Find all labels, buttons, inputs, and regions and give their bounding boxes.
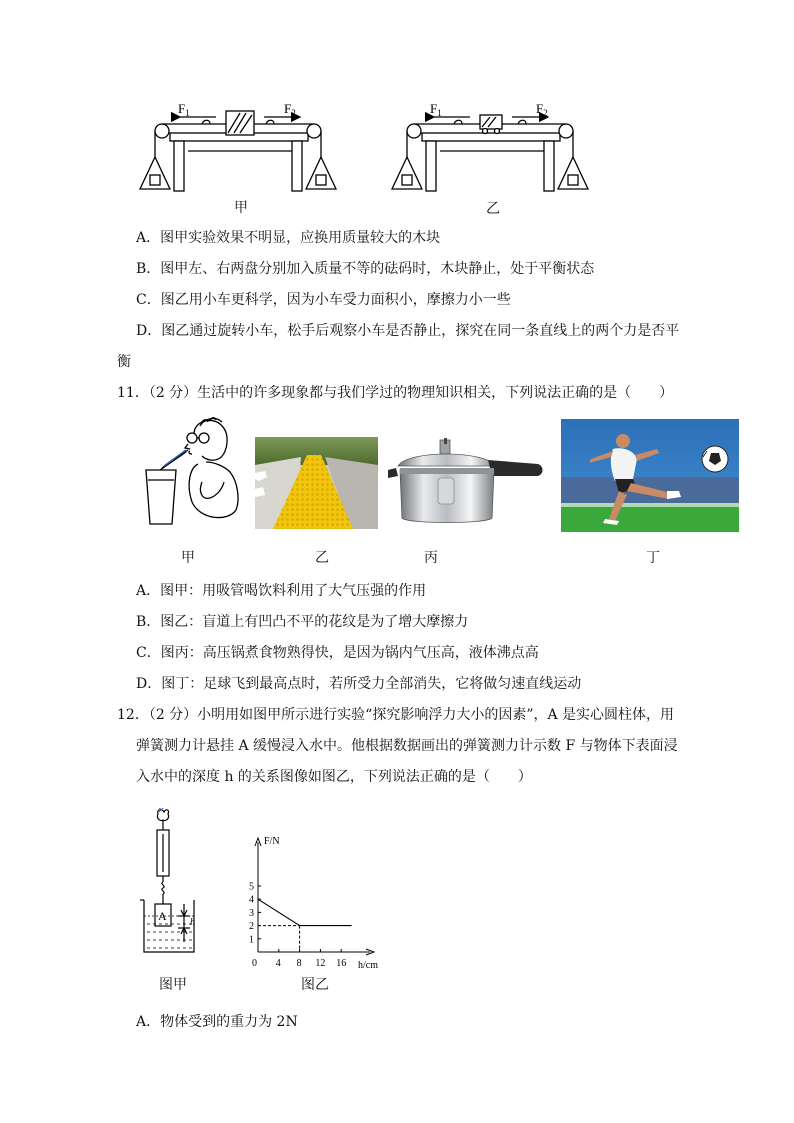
y-tick-label: 4 — [249, 894, 254, 906]
q12-fig-spring-scale — [138, 808, 218, 973]
apparatus-right — [392, 115, 588, 191]
q12-caption-left: 图甲 — [159, 977, 187, 993]
q11-option-b: B．图乙：盲道上有凹凸不平的花纹是为了增大摩擦力 — [136, 614, 469, 630]
y-tick-label: 1 — [249, 934, 254, 946]
depth-h-label: h — [190, 917, 195, 928]
right-f1-label: $F_1$ — [430, 101, 442, 118]
right-f2-label: $F_2$ — [536, 101, 548, 118]
q11-caption-4: 丁 — [646, 550, 660, 566]
fig10-apparatus — [130, 95, 600, 220]
q12-chart — [240, 828, 390, 974]
fig10-caption-left: 甲 — [234, 200, 248, 216]
block-a-label: A — [158, 909, 167, 923]
q12-stem-line-3: 入水中的深度 h 的关系图像如图乙，下列说法正确的是（ ） — [136, 769, 532, 785]
y-tick-label: 3 — [249, 907, 254, 919]
x-tick-label: 0 — [252, 958, 257, 969]
y-tick-label: 2 — [249, 921, 254, 933]
x-tick-label: 4 — [275, 958, 281, 969]
q11-fig-tactile-paving — [255, 437, 378, 529]
q10-option-d-wrap: 衡 — [117, 354, 131, 370]
q11-caption-1: 甲 — [181, 550, 195, 566]
left-f1-label: $F_1$ — [178, 101, 190, 118]
q11-caption-2: 乙 — [315, 550, 329, 566]
x-tick-label: 8 — [296, 958, 302, 969]
q12-option-a: A．物体受到的重力为 2N — [136, 1014, 298, 1030]
q11-fig-soccer — [561, 419, 739, 532]
q10-option-b: B．图甲左、右两盘分别加入质量不等的砝码时，木块静止，处于平衡状态 — [136, 261, 595, 277]
y-tick-label: 5 — [249, 881, 254, 893]
x-tick-label: 12 — [315, 958, 326, 969]
q12-stem-line-1: 12．（2 分）小明用如图甲所示进行实验“探究影响浮力大小的因素”，A 是实心圆柱体，用 — [117, 707, 675, 723]
q11-fig-pressure-cooker — [388, 438, 546, 526]
fig10-caption-right: 乙 — [486, 201, 500, 217]
q11-option-a: A．图甲：用吸管喝饮料利用了大气压强的作用 — [136, 583, 427, 599]
q11-stem: 11．（2 分）生活中的许多现象都与我们学过的物理知识相关，下列说法正确的是（ ） — [117, 385, 674, 401]
x-axis-label: h/cm — [358, 960, 378, 971]
q11-option-d: D．图丁：足球飞到最高点时，若所受力全部消失，它将做匀速直线运动 — [136, 676, 582, 692]
x-tick-label: 16 — [336, 958, 347, 969]
q10-option-c: C．图乙用小车更科学，因为小车受力面积小，摩擦力小一些 — [136, 292, 511, 308]
q10-option-d: D．图乙通过旋转小车，松手后观察小车是否静止，探究在同一条直线上的两个力是否平 — [136, 323, 680, 339]
left-f2-label: $F_2$ — [284, 101, 296, 118]
y-axis-label: F/N — [264, 836, 280, 847]
apparatus-left — [140, 111, 336, 191]
q11-fig-straw — [140, 412, 240, 530]
q12-caption-right: 图乙 — [301, 977, 329, 993]
q12-stem-line-2: 弹簧测力计悬挂 A 缓慢浸入水中。他根据数据画出的弹簧测力计示数 F 与物体下表面浸 — [136, 738, 678, 754]
q10-option-a: A．图甲实验效果不明显，应换用质量较大的木块 — [136, 230, 441, 246]
q11-option-c: C．图丙：高压锅煮食物熟得快，是因为锅内气压高，液体沸点高 — [136, 645, 539, 661]
series-line-f — [258, 899, 352, 925]
q11-caption-3: 丙 — [424, 550, 438, 566]
